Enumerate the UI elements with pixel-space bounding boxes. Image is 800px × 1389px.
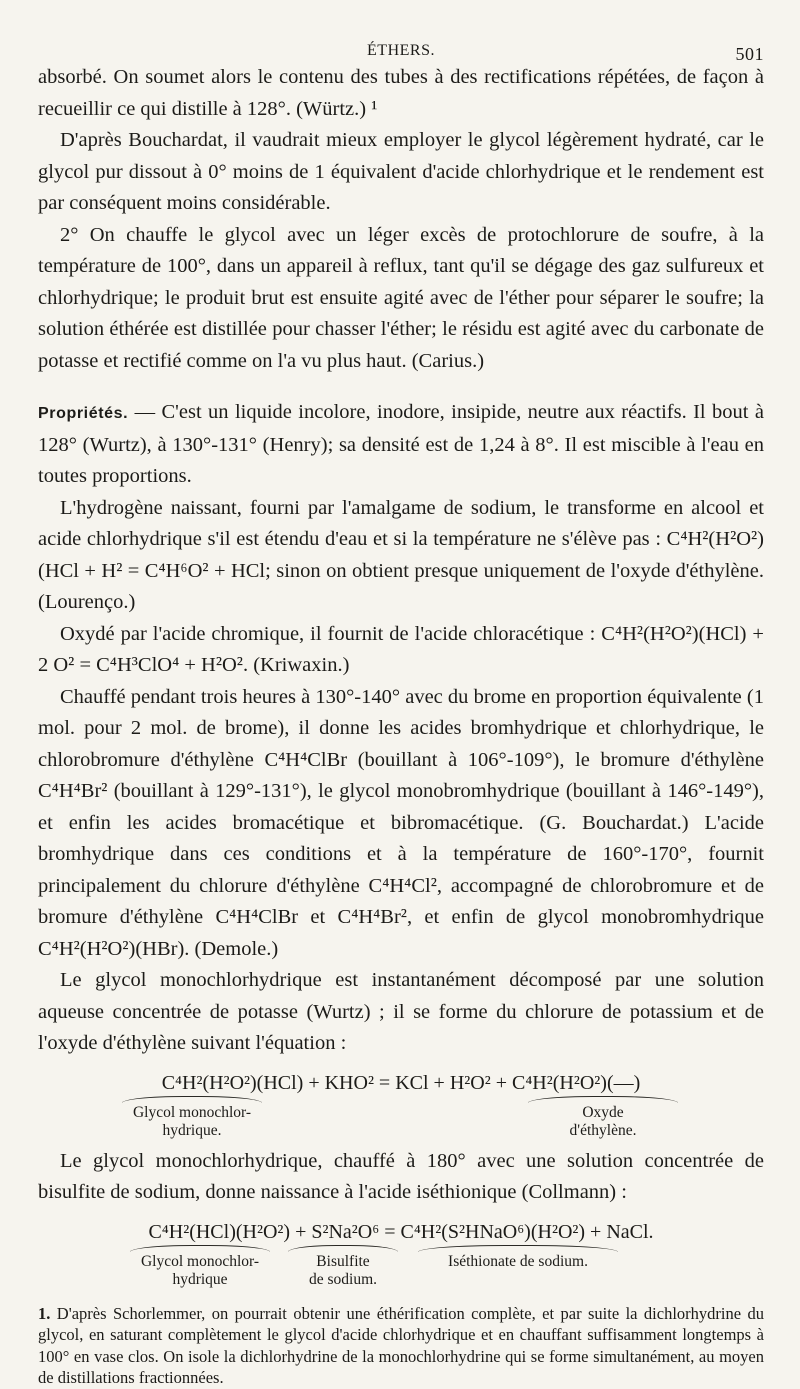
paragraph-7: Chauffé pendant trois heures à 130°-140° avec du brome en proportion équivalente (1 mol. pour 2 mol. de brome), il donne les acides bromhydrique et chlorhydrique, le chlorobromure d'éthylène C⁴H⁴ClBr (bouillant à 106°-109°), le bromure d'éthylène C⁴H⁴Br² (bouillant à 129°-131°), le glycol monobromhydrique (bouillant à 146°-149°), et enfin les acides bromacétique et bibromacétique. (G. Bouchardat.) L'acide bromhydrique dans ces conditions et à la température de 160°-170°, fournit principalement du chlorure d'éthylène C⁴H⁴Cl², accompagné de chlorobromure et de bromure d'éthylène C⁴H⁴ClBr et C⁴H⁴Br², et enfin de glycol monobromhydrique C⁴H²(H²O²)(HBr). (Demole.) (38, 685, 764, 960)
running-title: ÉTHERS. (367, 42, 435, 59)
paragraph-3: 2° On chauffe le glycol avec un léger excès de protochlorure de soufre, à la température de 100°, dans un appareil à reflux, tant qu'il se dégage des gaz sulfureux et chlorhydrique; le produit brut est ensuite agité avec de l'éther pour séparer le soufre; la solution éthérée est distillée pour chasser l'éther; le résidu est agité avec du carbonate de potasse et rectifié comme on l'a vu plus haut. (Carius.) (38, 223, 764, 372)
section-label-properties: Propriétés. (38, 405, 129, 422)
paragraph-1: absorbé. On soumet alors le contenu des tubes à des rectifications répétées, de façon à recueillir ce qui distille à 128°. (Würtz.) ¹ (38, 66, 764, 120)
equation-2-caption-b: Bisulfite de sodium. (308, 1252, 378, 1288)
paragraph-properties (38, 397, 764, 493)
footnote (38, 1303, 764, 1389)
equation-2-caption-a-wrap (130, 1245, 270, 1289)
running-header (38, 28, 764, 62)
footnote-text: D'après Schorlemmer, on pourrait obtenir une éthérification complète, et par suite la dichlorhydrine du glycol, en saturant complètement le glycol d'acide chlorhydrique et en chauffant suffisamment longtemps à 100° en vase clos. On isole la dichlorhydrine de la monochlorhydrine qui se forme simultanément, au moyen de distillations fractionnées. (38, 1303, 764, 1387)
page-number: 501 (735, 44, 764, 64)
equation-2-captions (38, 1245, 764, 1291)
equation-1-formula: C⁴H²(H²O²)(HCl) + KHO² = KCl + H²O² + C⁴H²(H²O²)(—) (161, 1071, 641, 1094)
equation-1-brace-right (528, 1096, 678, 1103)
paragraph-6: Oxydé par l'acide chromique, il fournit de l'acide chloracétique : C⁴H²(H²O²)(HCl) + 2 O² = C⁴H³ClO⁴ + H²O². (Kriwaxin.) (38, 622, 764, 676)
equation-2-caption-c: Iséthionate de sodium. (448, 1252, 588, 1270)
equation-2-caption-b-wrap (288, 1245, 398, 1289)
main-text (38, 62, 764, 1291)
paragraph-2: D'après Bouchardat, il vaudrait mieux employer le glycol légèrement hydraté, car le glycol pur dissout à 0° moins de 1 équivalent d'acide chlorhydrique et le rendement est par conséquent moins considérable. (38, 129, 764, 214)
equation-2-formula: C⁴H²(HCl)(H²O²) + S²Na²O⁶ = C⁴H²(S²HNaO⁶)(H²O²) + NaCl. (148, 1220, 654, 1243)
equation-2-brace-c (418, 1245, 618, 1252)
equation-1-caption-left-wrap (122, 1096, 262, 1140)
footnote-number: 1. (38, 1303, 51, 1323)
equation-2-caption-a: Glycol monochlor- hydrique (140, 1252, 260, 1288)
equation-1-captions (38, 1096, 764, 1142)
equation-2 (38, 1219, 764, 1291)
equation-2-brace-a (130, 1245, 270, 1252)
equation-1-caption-right: Oxyde d'éthylène. (569, 1103, 637, 1139)
equation-2-brace-b (288, 1245, 398, 1252)
paragraph-8: Le glycol monochlorhydrique est instantanément décomposé par une solution aqueuse concentrée de potasse (Wurtz) ; il se forme du chlorure de potassium et de l'oxyde d'éthylène suivant l'équation : (38, 969, 764, 1054)
equation-2-caption-c-wrap (418, 1245, 618, 1271)
paragraph-9: Le glycol monochlorhydrique, chauffé à 180° avec une solution concentrée de bisulfite de sodium, donne naissance à l'acide iséthionique (Collmann) : (38, 1149, 764, 1203)
equation-1-caption-right-wrap (528, 1096, 678, 1140)
equation-1-caption-left: Glycol monochlor- hydrique. (132, 1103, 252, 1139)
equation-1-brace-left (122, 1096, 262, 1103)
paragraph-properties-text: — C'est un liquide incolore, inodore, insipide, neutre aux réactifs. Il bout à 128° (Wurtz), à 130°-131° (Henry); sa densité est de 1,24 à 8°. Il est miscible à l'eau en toutes proportions. (38, 401, 764, 487)
equation-1 (38, 1070, 764, 1142)
paragraph-5: L'hydrogène naissant, fourni par l'amalgame de sodium, le transforme en alcool et acide chlorhydrique s'il est étendu d'eau et si la température ne s'élève pas : C⁴H²(H²O²)(HCl + H² = C⁴H⁶O² + HCl; sinon on obtient presque uniquement de l'oxyde d'éthylène. (Lourenço.) (38, 496, 764, 613)
